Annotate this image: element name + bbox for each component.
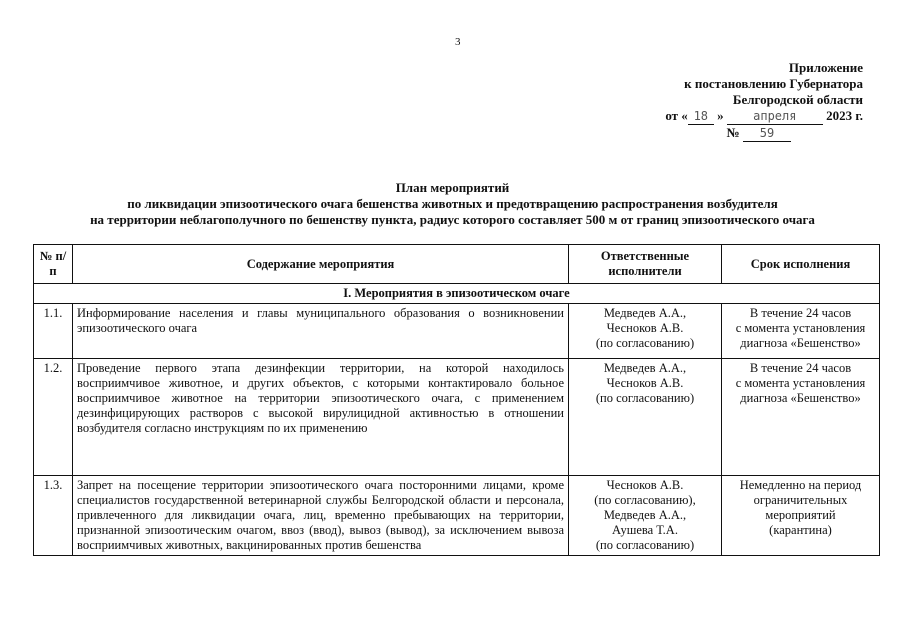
section-title: I. Мероприятия в эпизоотическом очаге [34, 284, 880, 304]
term-line: В течение 24 часов [749, 306, 852, 320]
plan-subtitle-2: на территории неблагополучного по бешенству пункта, радиус которого составляет 500 м от границ эпизоотического очага [90, 212, 815, 227]
table-row [34, 304, 880, 359]
exec-line: Медведев А.А., [603, 361, 687, 375]
term-line: мероприятий [765, 508, 836, 522]
row-num: 1.2. [34, 359, 73, 476]
date-prefix: от « [665, 108, 688, 123]
plan-subtitle-1: по ликвидации эпизоотического очага бешенства животных и предотвращению распространения возбудителя [127, 196, 778, 211]
appendix-date-line [665, 108, 863, 125]
term-line: (карантина) [769, 523, 832, 537]
row-term [722, 476, 880, 556]
measures-table [33, 244, 880, 556]
appendix-decree-line: к постановлению Губернатора [684, 76, 863, 91]
term-line: диагноза «Бешенство» [740, 391, 861, 405]
header-term: Срок исполнения [722, 245, 880, 284]
plan-title: План мероприятий [395, 180, 510, 195]
appendix-block [665, 60, 863, 142]
exec-line: (по согласованию) [595, 391, 695, 405]
page-number: 3 [455, 36, 461, 48]
number-prefix: № [726, 125, 740, 140]
date-month: апреля [727, 108, 823, 125]
header-exec: Ответственные исполнители [569, 245, 722, 284]
row-term [722, 359, 880, 476]
date-day: 18 [688, 108, 714, 125]
exec-line: (по согласованию), [594, 493, 696, 507]
row-num: 1.1. [34, 304, 73, 359]
row-exec [569, 359, 722, 476]
exec-line: Чесноков А.В. [606, 376, 684, 390]
appendix-region-line: Белгородской области [732, 92, 863, 107]
header-content: Содержание мероприятия [73, 245, 569, 284]
header-num: № п/п [34, 245, 73, 284]
row-content: Информирование населения и главы муниципального образования о возникновении эпизоотического очага [73, 304, 569, 359]
exec-line: (по согласованию) [595, 538, 695, 552]
table-header-row [34, 245, 880, 284]
date-mid: » [717, 108, 724, 123]
exec-line: (по согласованию) [595, 336, 695, 350]
appendix-title: Приложение [788, 60, 863, 75]
table-row [34, 476, 880, 556]
row-exec [569, 304, 722, 359]
section-row [34, 284, 880, 304]
number-value: 59 [743, 125, 791, 142]
row-num: 1.3. [34, 476, 73, 556]
exec-line: Медведев А.А., [603, 508, 687, 522]
exec-line: Аушева Т.А. [612, 523, 678, 537]
exec-line: Чесноков А.В. [606, 478, 684, 492]
term-line: ограничительных [753, 493, 848, 507]
table-row [34, 359, 880, 476]
row-content: Проведение первого этапа дезинфекции территории, на которой находилось восприимчивое животное, и других объектов, с которыми контактировало больное восприимчивое животное на территории эпизоотического очага, с применением дезинфицирующих растворов с высокой вирулицидной активностью в отношении возбудителя согласно инструкциям по их применению [73, 359, 569, 476]
date-year: 2023 г. [826, 108, 863, 123]
exec-line: Чесноков А.В. [606, 321, 684, 335]
plan-heading [0, 180, 905, 228]
term-line: Немедленно на период [739, 478, 862, 492]
term-line: диагноза «Бешенство» [740, 336, 861, 350]
appendix-number-line [665, 125, 863, 142]
term-line: В течение 24 часов [749, 361, 852, 375]
row-content: Запрет на посещение территории эпизоотического очага посторонними лицами, кроме специалистов государственной ветеринарной службы Белгородской области и персонала, привлеченного для ликвидации очага, лиц, временно пребывающих на территории, признанной эпизоотическим очагом, ввоз (ввод), вывоз (вывод), за исключением вывоза восприимчивых животных, вакцинированных против бешенства [73, 476, 569, 556]
exec-line: Медведев А.А., [603, 306, 687, 320]
term-line: с момента установления [735, 376, 866, 390]
term-line: с момента установления [735, 321, 866, 335]
row-exec [569, 476, 722, 556]
row-term [722, 304, 880, 359]
